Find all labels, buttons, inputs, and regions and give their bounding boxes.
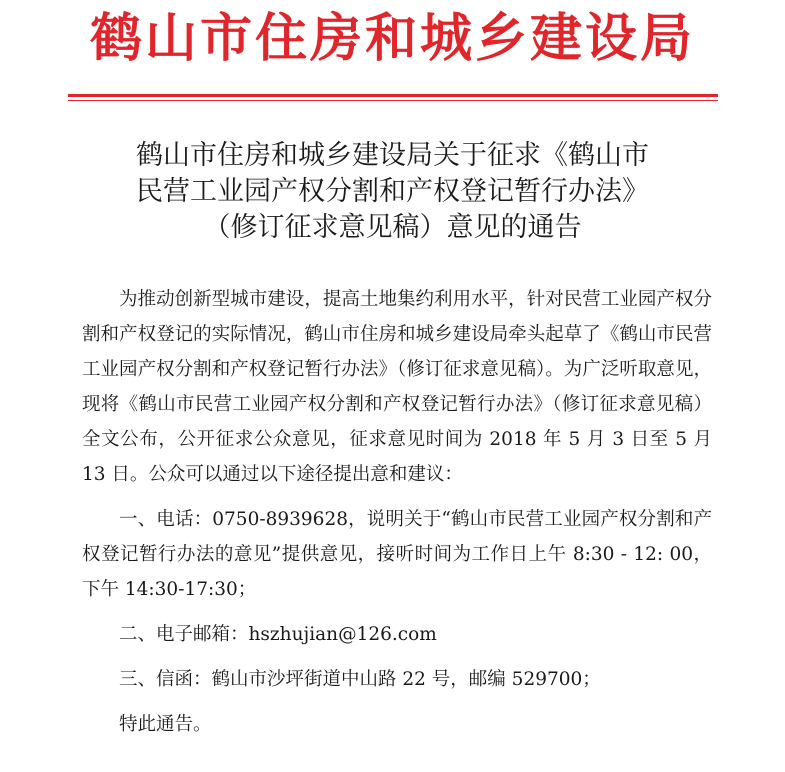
letterhead-rule-thin <box>68 100 718 101</box>
phone-paragraph: 一、电话：0750-8939628，说明关于“鹤山市民营工业园产权分割和产权登记暂行办法的意见”提供意见，接听时间为工作日上午 8:30 - 12: 00，下午 14:30-17:30； <box>82 509 712 600</box>
closing-paragraph: 特此通告。 <box>119 714 212 735</box>
letterhead-org-name: 鹤山市住房和城乡建设局 <box>89 8 695 69</box>
document-body <box>82 282 712 742</box>
letter-paragraph: 三、信函：鹤山市沙坪街道中山路 22 号，邮编 529700； <box>119 669 601 690</box>
document-title-line-1: 鹤山市住房和城乡建设局关于征求《鹤山市 <box>136 140 649 171</box>
document-title-line-3: （修订征求意见稿）意见的通告 <box>203 212 582 243</box>
document-title <box>60 138 725 246</box>
letterhead-rule-thick <box>68 94 718 97</box>
email-paragraph: 二、电子邮箱：hszhujian@126.com <box>119 624 437 645</box>
intro-paragraph: 为推动创新型城市建设，提高土地集约利用水平，针对民营工业园产权分割和产权登记的实际情况，鹤山市住房和城乡建设局牵头起草了《鹤山市民营工业园产权分割和产权登记暂行办法》（修订征求意见稿）。为广泛听取意见，现将《鹤山市民营工业园产权分割和产权登记暂行办法》（修订征求意见稿）全文公布，公开征求公众意见，征求意见时间为 2018 年 5 月 3 日至 5 月 13 日。公众可以通过以下途径提出意和建议： <box>82 289 712 485</box>
document-title-line-2: 民营工业园产权分割和产权登记暂行办法》 <box>136 176 649 207</box>
